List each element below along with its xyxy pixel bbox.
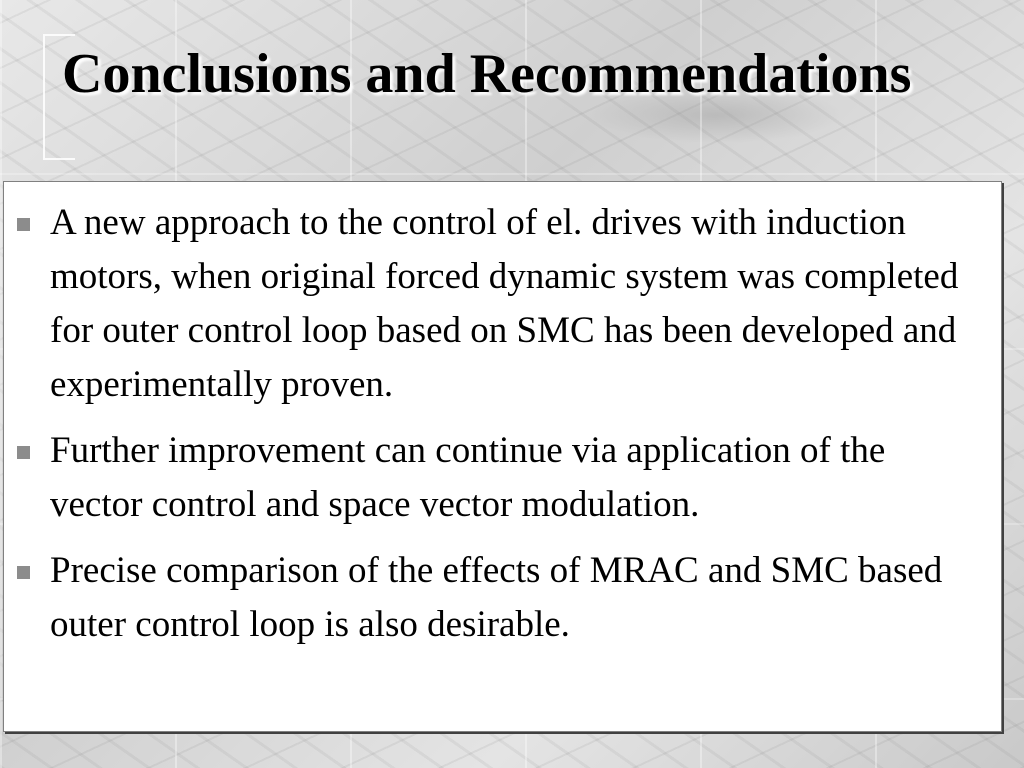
content-panel xyxy=(3,181,1002,732)
square-bullet-icon xyxy=(17,446,30,459)
bullet-list xyxy=(4,182,1001,652)
square-bullet-icon xyxy=(17,566,30,579)
bullet-item xyxy=(4,544,981,652)
bullet-text: Further improvement can continue via application of the vector control and space vector modulation. xyxy=(50,430,886,525)
bullet-item xyxy=(4,424,981,532)
bullet-text: Precise comparison of the effects of MRAC and SMC based outer control loop is also desirable. xyxy=(50,550,943,645)
bullet-text: A new approach to the control of el. drives with induction motors, when original forced dynamic system was completed for outer control loop based on SMC has been developed and experimentally proven. xyxy=(50,202,959,405)
slide-title: Conclusions and Recommendations xyxy=(62,43,912,105)
square-bullet-icon xyxy=(17,218,30,231)
bullet-item xyxy=(4,196,981,412)
